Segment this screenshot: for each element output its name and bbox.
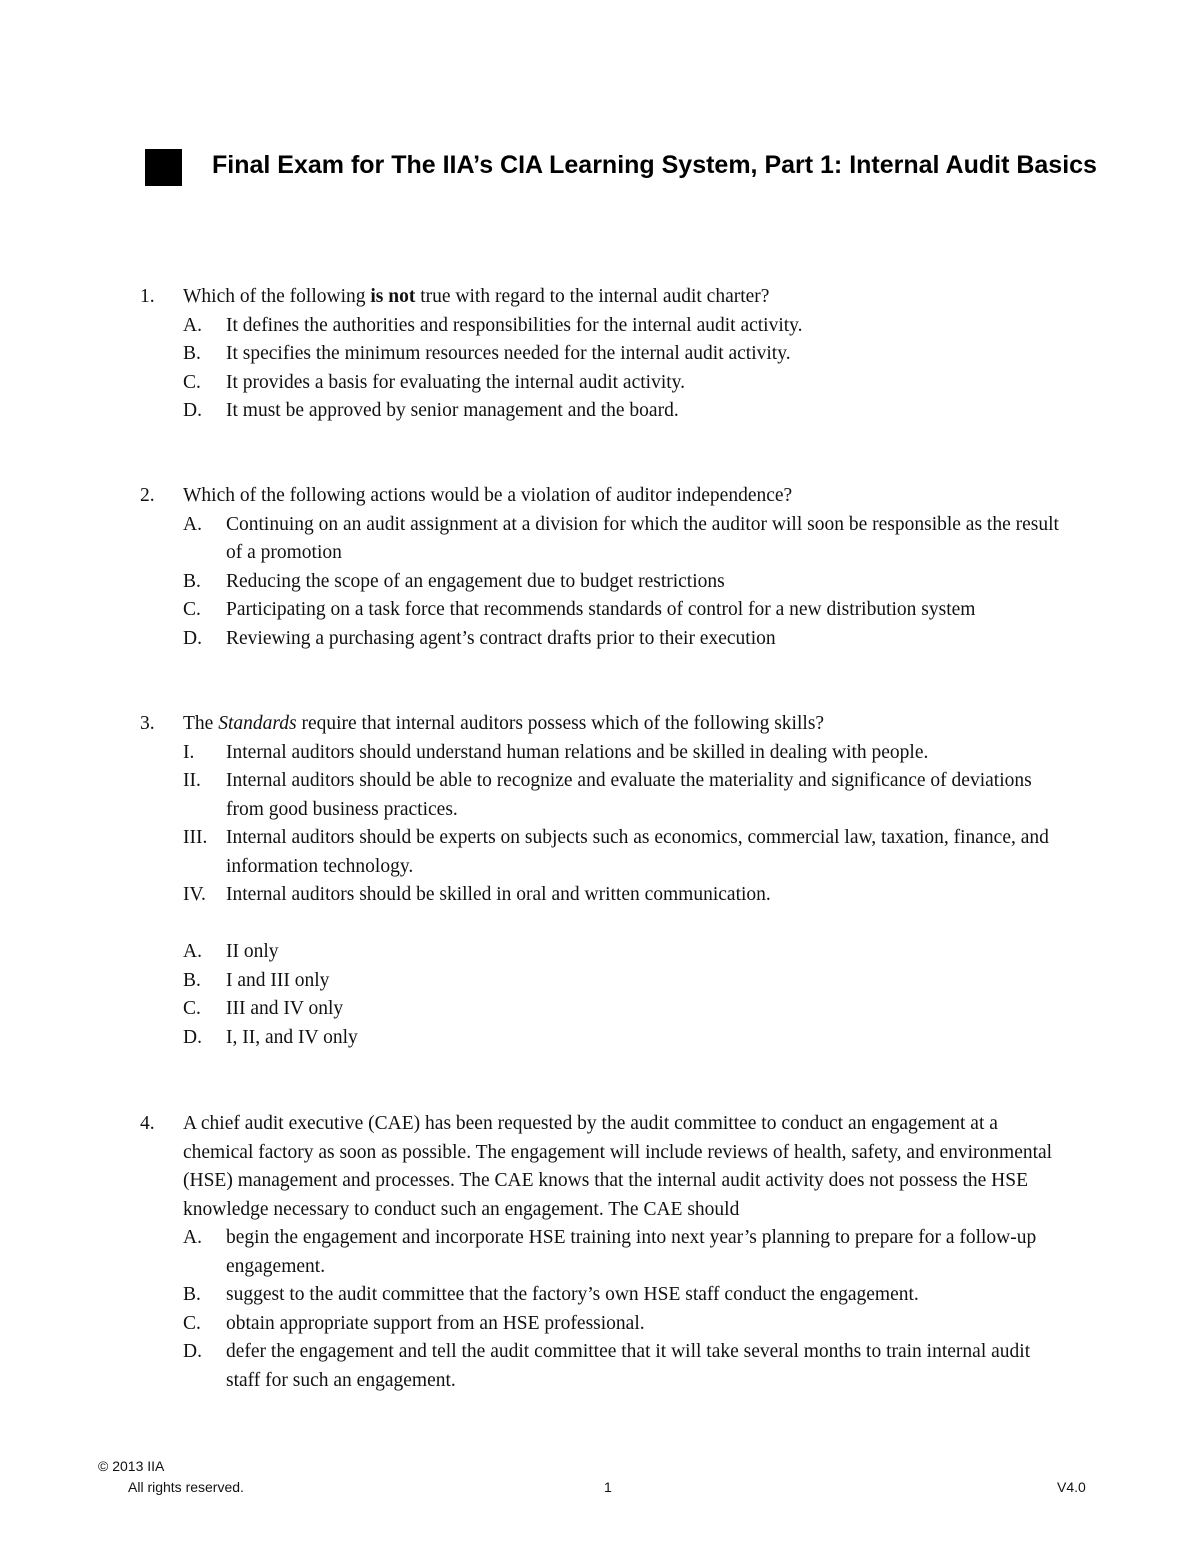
- option-text: suggest to the audit committee that the factory’s own HSE staff conduct the engagement.: [226, 1284, 919, 1305]
- statement-label: III.: [183, 827, 208, 848]
- question-2-stem: [140, 482, 1060, 511]
- question-1-stem: [140, 283, 1060, 312]
- option-text: Reducing the scope of an engagement due to budget restrictions: [226, 570, 725, 592]
- option-label: B.: [183, 1284, 201, 1305]
- statement-text: Internal auditors should be skilled in oral and written communication.: [226, 884, 771, 905]
- statement-text: Internal auditors should understand human relations and be skilled in dealing with people.: [226, 741, 929, 763]
- option-b: [140, 340, 1060, 369]
- statement-label: IV.: [183, 884, 206, 905]
- option-label: A.: [183, 1227, 202, 1248]
- stem-text: require that internal auditors possess which of the following skills?: [296, 713, 825, 734]
- footer-version: V4.0: [1057, 1479, 1086, 1495]
- question-3: [140, 710, 1060, 1052]
- option-text: III and IV only: [226, 998, 344, 1019]
- footer-copyright: © 2013 IIA: [98, 1458, 165, 1474]
- option-text: begin the engagement and incorporate HSE training into next year’s planning to prepare for a follow-up engagement.: [226, 1227, 1037, 1277]
- page-title: Final Exam for The IIA’s CIA Learning System, Part 1: Internal Audit Basics: [212, 151, 1097, 179]
- footer-page-number: 1: [604, 1479, 612, 1495]
- stem-italic: Standards: [218, 713, 297, 734]
- question-2: [140, 482, 1060, 653]
- option-b: [140, 967, 1060, 996]
- option-label: C.: [183, 599, 201, 620]
- spacer: [140, 910, 1060, 939]
- option-label: A.: [183, 314, 202, 336]
- option-text: It provides a basis for evaluating the internal audit activity.: [226, 371, 686, 393]
- option-b: [140, 568, 1060, 597]
- question-1: [140, 283, 1060, 426]
- option-text: obtain appropriate support from an HSE professional.: [226, 1312, 645, 1334]
- option-a: [140, 938, 1060, 967]
- option-text: II only: [226, 941, 279, 962]
- option-d: [140, 1338, 1060, 1395]
- statement-iii: [140, 824, 1060, 881]
- stem-text: Which of the following: [183, 286, 371, 307]
- option-c: [140, 995, 1060, 1024]
- option-label: B.: [183, 570, 201, 592]
- question-number: 2.: [140, 485, 155, 506]
- option-b: [140, 1281, 1060, 1310]
- option-text: It must be approved by senior management and the board.: [226, 400, 679, 421]
- option-text: Continuing on an audit assignment at a division for which the auditor will soon be responsible as the result of a promotion: [226, 513, 1059, 563]
- option-text: Participating on a task force that recommends standards of control for a new distribution system: [226, 599, 976, 620]
- option-label: A.: [183, 513, 202, 535]
- question-4: [140, 1110, 1060, 1395]
- statement-label: II.: [183, 770, 201, 791]
- question-number: 1.: [140, 286, 155, 307]
- statement-label: I.: [183, 741, 195, 763]
- option-label: C.: [183, 371, 201, 393]
- option-text: Reviewing a purchasing agent’s contract drafts prior to their execution: [226, 627, 776, 649]
- statement-text: Internal auditors should be able to recognize and evaluate the materiality and significance of deviations from good business practices.: [226, 770, 1032, 820]
- option-text: I and III only: [226, 969, 330, 991]
- option-label: A.: [183, 941, 202, 962]
- statement-i: [140, 739, 1060, 768]
- question-3-stem: [140, 710, 1060, 739]
- option-d: [140, 625, 1060, 654]
- option-label: C.: [183, 998, 201, 1019]
- stem-emphasis: is not: [370, 286, 416, 307]
- statement-iv: [140, 881, 1060, 910]
- stem-text: The: [183, 713, 219, 734]
- statement-ii: [140, 767, 1060, 824]
- question-4-stem: [140, 1110, 1060, 1224]
- option-label: B.: [183, 343, 201, 364]
- option-label: D.: [183, 1341, 202, 1362]
- option-d: [140, 397, 1060, 426]
- option-d: [140, 1024, 1060, 1053]
- option-label: B.: [183, 969, 201, 991]
- option-a: [140, 312, 1060, 341]
- option-label: D.: [183, 627, 202, 649]
- question-number: 3.: [140, 713, 155, 734]
- option-a: [140, 1224, 1060, 1281]
- statement-text: Internal auditors should be experts on subjects such as economics, commercial law, taxation, finance, and information technology.: [226, 827, 1049, 877]
- stem-text: A chief audit executive (CAE) has been requested by the audit committee to conduct an engagement at a chemical factory as soon as possible. The engagement will include reviews of health, safety, and environmental (HSE) management and processes. The CAE knows that the internal audit activity does not possess the HSE knowledge necessary to conduct such an engagement. The CAE should: [183, 1113, 1053, 1220]
- option-text: It defines the authorities and responsibilities for the internal audit activity.: [226, 314, 803, 336]
- option-c: [140, 369, 1060, 398]
- stem-text: Which of the following actions would be a violation of auditor independence?: [183, 485, 793, 506]
- option-text: defer the engagement and tell the audit committee that it will take several months to train internal audit staff for such an engagement.: [226, 1341, 1031, 1391]
- option-c: [140, 596, 1060, 625]
- option-label: D.: [183, 400, 202, 421]
- option-text: I, II, and IV only: [226, 1026, 358, 1048]
- title-marker-square: [145, 149, 182, 186]
- footer-rights: All rights reserved.: [128, 1479, 244, 1495]
- option-c: [140, 1310, 1060, 1339]
- option-text: It specifies the minimum resources needed for the internal audit activity.: [226, 343, 791, 364]
- stem-text: true with regard to the internal audit charter?: [415, 286, 770, 307]
- option-label: C.: [183, 1312, 201, 1334]
- option-a: [140, 511, 1060, 568]
- option-label: D.: [183, 1026, 202, 1048]
- question-number: 4.: [140, 1113, 155, 1134]
